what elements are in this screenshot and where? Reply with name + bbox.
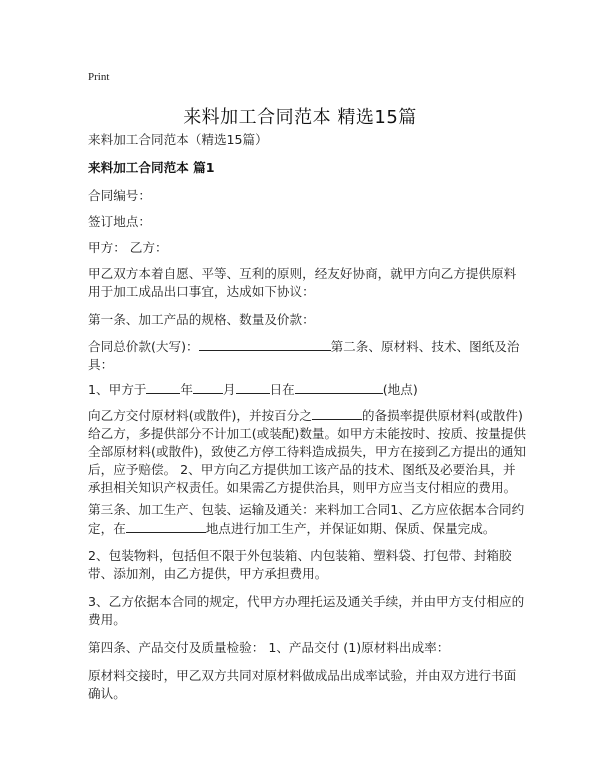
materials-part-2: 的备损率提供原材料(或散件)给乙方，多提供部分不计加工(或装配)数量。如甲方未能按时、按质、按量提供全部原材料(或散件)，致使乙方停工待料造成损失，甲方在接到乙方提出的通知后，应予赔偿。 2、甲方向乙方提供加工该产品的技术、图纸及必要治具，并承担相关知识产权责任。如果需乙方提供治具，则甲方应当支付相应的费用。 bbox=[88, 408, 527, 495]
article-3-part-1: 第三条、加工生产、包装、运输及通关：来料加工合同1、乙方应依据本合同约定，在 bbox=[88, 502, 525, 536]
intro-paragraph: 甲乙双方本着自愿、平等、互利的原则，经友好协商，就甲方向乙方提供原料用于加工成品出口事宜，达成如下协议： bbox=[88, 266, 517, 299]
materials-part-1: 向乙方交付原材料(或散件)，并按百分之 bbox=[88, 408, 312, 423]
contract-number-field: 合同编号： bbox=[88, 188, 151, 203]
customs-paragraph: 3、乙方依据本合同的规定，代甲方办理托运及通关手续，并由甲方支付相应的费用。 bbox=[88, 594, 525, 627]
total-price-label: 合同总价款(大写)： bbox=[88, 339, 199, 354]
article-1: 第一条、加工产品的规格、数量及价款： bbox=[88, 312, 315, 327]
document-subtitle: 来料加工合同范本（精选15篇） bbox=[88, 132, 268, 147]
article-2-heading: 第二条、原材料、技术、图纸及治具： bbox=[88, 339, 520, 372]
print-label[interactable]: Print bbox=[88, 71, 110, 83]
total-price-blank bbox=[199, 337, 331, 351]
packaging-paragraph: 2、包装物料，包括但不限于外包装箱、内包装箱、塑料袋、打包带、封箱胶带、添加剂，由乙方提供，甲方承担费用。 bbox=[88, 548, 512, 581]
month-label: 月 bbox=[222, 382, 236, 397]
delivery-prefix: 1、甲方于 bbox=[88, 382, 147, 397]
yield-test-paragraph: 原材料交接时，甲乙双方共同对原材料做成品出成率试验，并由双方进行书面确认。 bbox=[88, 668, 517, 701]
year-label: 年 bbox=[180, 382, 193, 397]
place-blank bbox=[295, 380, 383, 394]
document-title: 来料加工合同范本 精选15篇 bbox=[183, 107, 417, 128]
article-3-part-2: 地点进行加工生产，并保证如期、保质、保量完成。 bbox=[205, 521, 496, 536]
year-blank bbox=[146, 380, 180, 394]
section-heading: 来料加工合同范本 篇1 bbox=[88, 160, 215, 175]
loss-rate-blank bbox=[312, 406, 362, 420]
sign-place-field: 签订地点： bbox=[88, 214, 151, 229]
day-blank bbox=[236, 380, 270, 394]
parties-field: 甲方： 乙方： bbox=[88, 240, 168, 255]
delivery-date-line bbox=[88, 380, 528, 399]
total-price-line bbox=[88, 337, 528, 374]
article-4: 第四条、产品交付及质量检验： 1、产品交付 (1)原材料出成率： bbox=[88, 640, 450, 655]
materials-paragraph bbox=[88, 406, 528, 497]
day-label: 日在 bbox=[269, 382, 295, 397]
article-3-paragraph bbox=[88, 501, 528, 538]
month-blank bbox=[193, 380, 223, 394]
place-label: (地点) bbox=[382, 382, 418, 397]
production-place-blank bbox=[126, 519, 206, 533]
